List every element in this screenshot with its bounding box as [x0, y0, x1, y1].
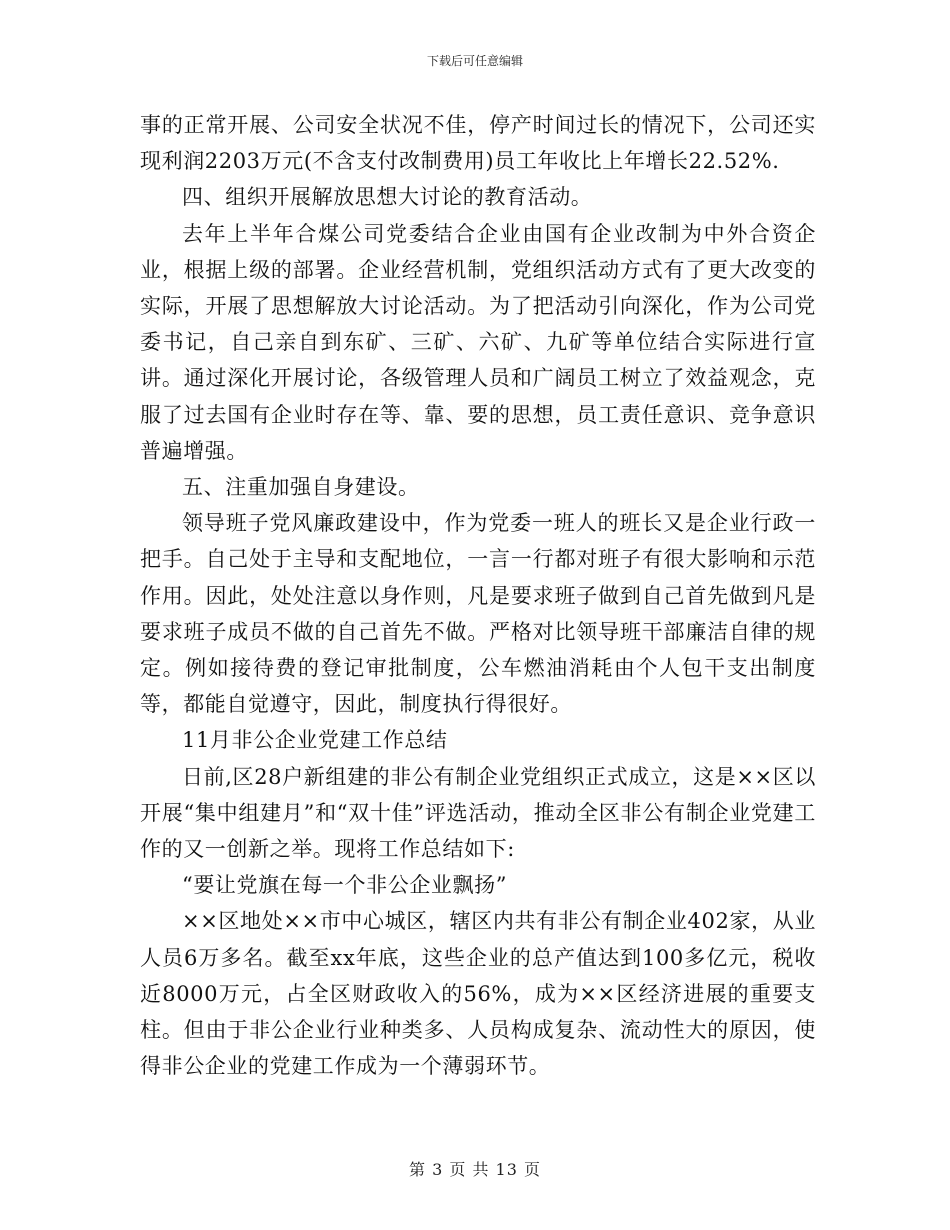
section-heading: 四、组织开展解放思想大讨论的教育活动。 — [182, 185, 593, 210]
page-footer: 第 3 页 共 13 页 — [409, 1160, 541, 1179]
document-body — [140, 107, 816, 1084]
paragraph: 去年上半年合煤公司党委结合企业由国有企业改制为中外合资企业，根据上级的部署。企业经营机制，党组织活动方式有了更大改变的实际，开展了思想解放大讨论活动。为了把活动引向深化，作为公司党委书记，自己亲自到东矿、三矿、六矿、九矿等单位结合实际进行宣讲。通过深化开展讨论，各级管理人员和广阔员工树立了效益观念，克服了过去国有企业时存在等、靠、要的思想，员工责任意识、竞争意识普遍增强。 — [140, 221, 816, 463]
page-header: 下载后可任意编辑 — [426, 54, 523, 68]
paragraph: 事的正常开展、公司安全状况不佳，停产时间过长的情况下，公司还实现利润2203万元(不含支付改制费用)员工年收比上年增长22.52%. — [140, 113, 816, 174]
paragraph: ××区地处××市中心城区，辖区内共有非公有制企业402家，从业人员6万多名。截至xx年底，这些企业的总产值达到100多亿元，税收近8000万元，占全区财政收入的56%，成为××区经济进展的重要支柱。但由于非公企业行业种类多、人员构成复杂、流动性大的原因，使得非公企业的党建工作成为一个薄弱环节。 — [140, 909, 816, 1079]
section-heading: 五、注重加强自身建设。 — [182, 475, 420, 500]
paragraph: 日前,区28户新组建的非公有制企业党组织正式成立，这是××区以开展“集中组建月”和“双十佳”评选活动，推动全区非公有制企业党建工作的又一创新之举。现将工作总结如下: — [140, 764, 816, 862]
section-heading: “要让党旗在每一个非公企业飘扬” — [182, 873, 508, 898]
document-title: 11月非公企业党建工作总结 — [182, 728, 448, 753]
paragraph: 领导班子党风廉政建设中，作为党委一班人的班长又是企业行政一把手。自己处于主导和支配地位，一言一行都对班子有很大影响和示范作用。因此，处处注意以身作则，凡是要求班子做到自己首先做到凡是要求班子成员不做的自己首先不做。严格对比领导班干部廉洁自律的规定。例如接待费的登记审批制度，公车燃油消耗由个人包干支出制度等，都能自觉遵守，因此，制度执行得很好。 — [140, 511, 816, 717]
